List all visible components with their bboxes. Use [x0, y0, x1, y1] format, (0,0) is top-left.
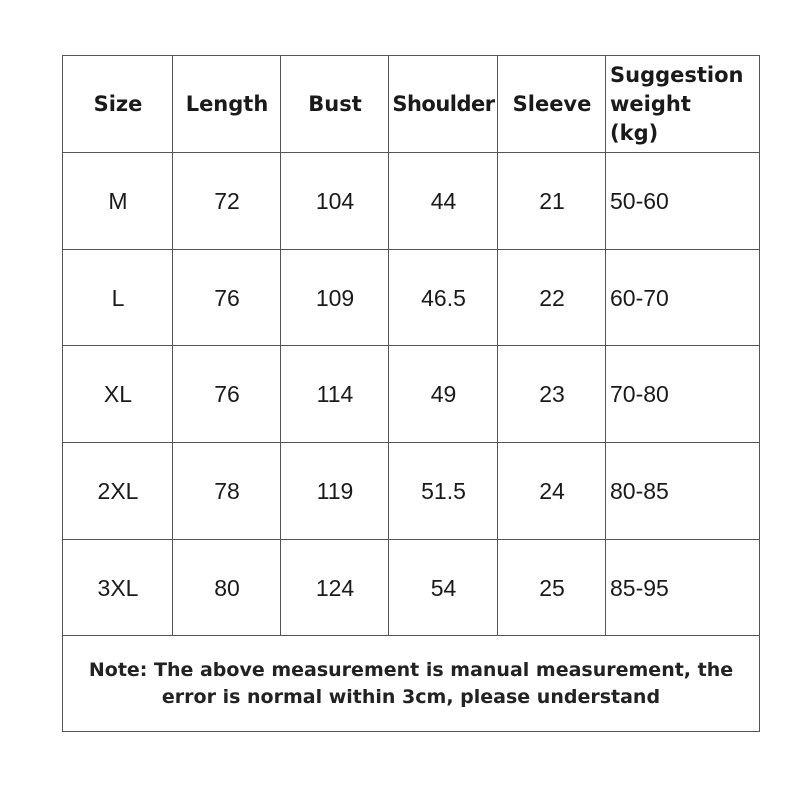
header-suggestion-weight: [606, 56, 760, 152]
measurement-note: [63, 636, 759, 732]
cell-shoulder: 51.5: [421, 477, 466, 504]
cell-bust: 114: [316, 380, 354, 407]
cell-size: 2XL: [97, 477, 139, 504]
cell-weight: 85-95: [610, 574, 669, 601]
header-weight-line3: (kg): [610, 120, 659, 145]
header-size: Size: [93, 92, 143, 116]
header-weight-line1: Suggestion: [610, 62, 744, 87]
cell-size: XL: [103, 380, 133, 407]
cell-weight: 50-60: [610, 187, 669, 214]
cell-length: 76: [214, 380, 240, 407]
header-length: Length: [185, 92, 269, 116]
note-line-2: error is normal within 3cm, please understand: [161, 686, 661, 708]
cell-size: 3XL: [97, 574, 139, 601]
cell-shoulder: 49: [430, 380, 457, 407]
size-chart-table: [62, 55, 760, 732]
cell-weight: 60-70: [610, 284, 669, 311]
header-shoulder: Shoulder: [392, 92, 495, 116]
cell-sleeve: 23: [539, 380, 565, 407]
cell-size: M: [108, 187, 128, 214]
cell-size: L: [111, 284, 125, 311]
cell-length: 80: [214, 574, 240, 601]
header-bust: Bust: [308, 92, 362, 116]
cell-bust: 109: [315, 284, 355, 311]
cell-bust: 104: [315, 187, 355, 214]
cell-sleeve: 25: [539, 574, 565, 601]
cell-sleeve: 24: [539, 477, 565, 504]
cell-length: 72: [214, 187, 240, 214]
cell-shoulder: 46.5: [421, 284, 466, 311]
cell-shoulder: 54: [430, 574, 457, 601]
cell-weight: 80-85: [610, 477, 669, 504]
cell-sleeve: 22: [539, 284, 565, 311]
cell-bust: 124: [315, 574, 355, 601]
note-line-1: Note: The above measurement is manual measurement, the: [88, 659, 734, 681]
header-weight-line2: weight: [610, 91, 691, 116]
cell-shoulder: 44: [430, 187, 457, 214]
cell-length: 76: [214, 284, 240, 311]
cell-length: 78: [214, 477, 240, 504]
header-sleeve: Sleeve: [512, 92, 592, 116]
cell-weight: 70-80: [610, 380, 669, 407]
cell-bust: 119: [316, 477, 354, 504]
cell-sleeve: 21: [539, 187, 565, 214]
